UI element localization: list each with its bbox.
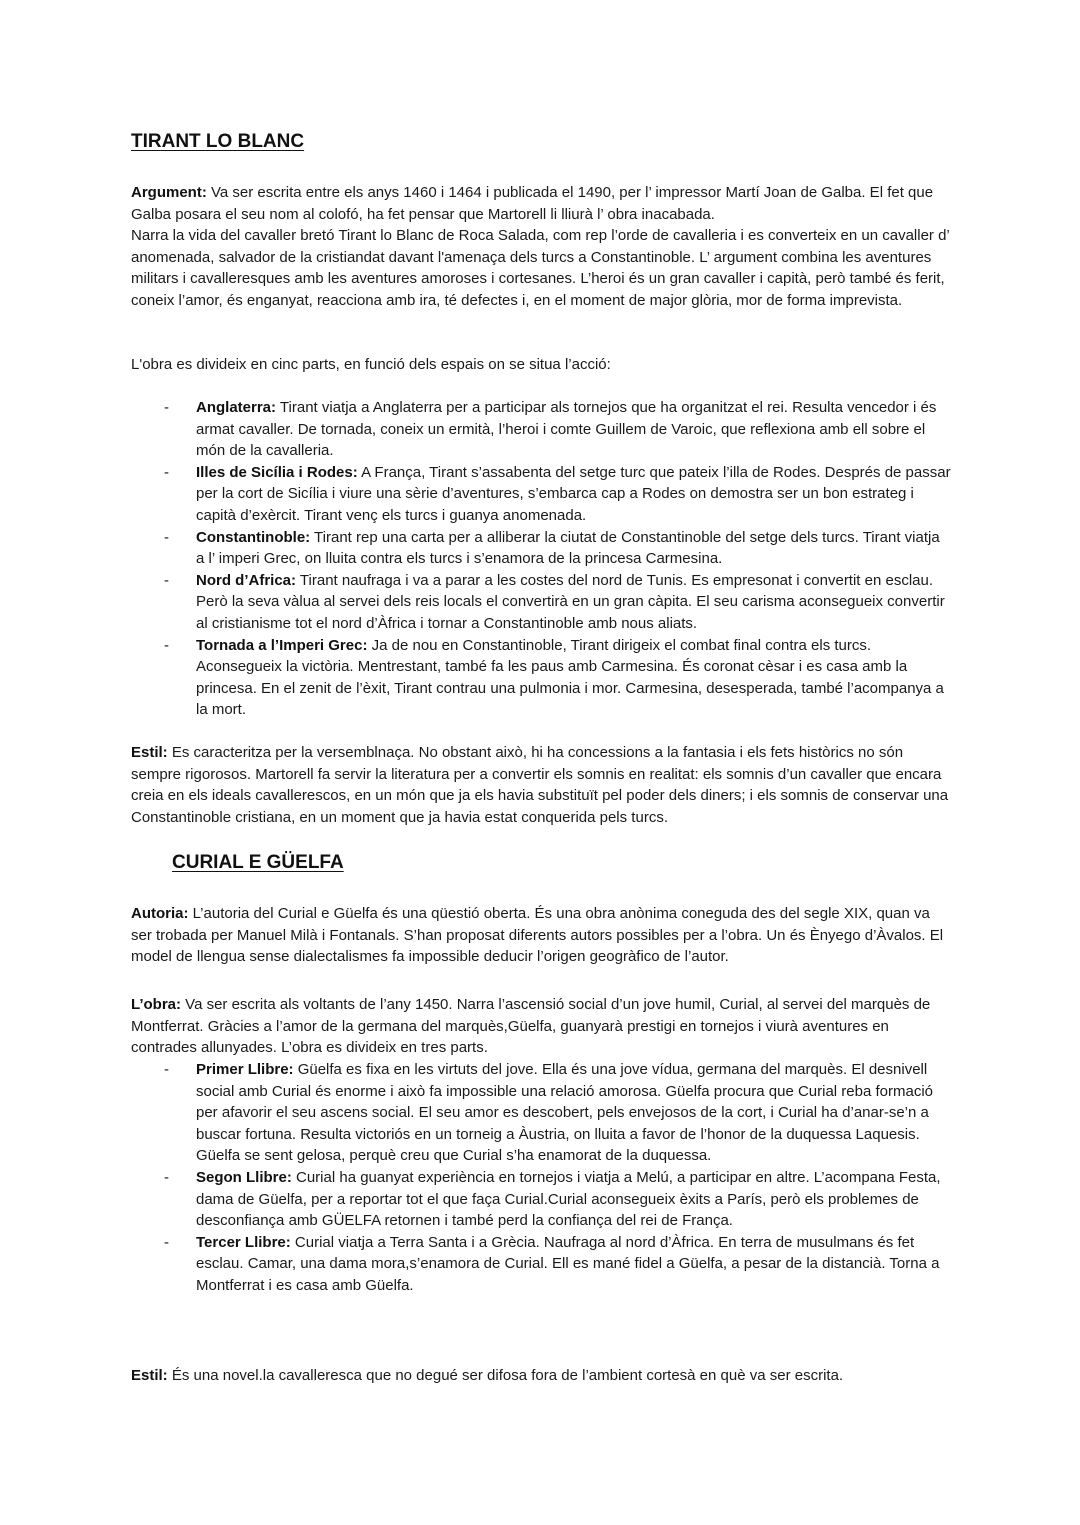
book-text: Curial ha guanyat experiència en tornejos i viatja a Melú, a participar en altre. L’acompana Festa, dama de Güelfa, per a reportar tot el que faça Curial.Curial aconsegueix èxits a París, però els problemes de desconfiança amb GÜELFA retornen i també perd la confiança del rei de França.: [196, 1168, 941, 1230]
part-text: Tirant naufraga i va a parar a les costes del nord de Tunis. Es empresonat i convertit en esclau. Però la seva vàlua al servei dels reis locals el convertirà en un gran càpita. El seu carisma aconsegueix convertir al cristianisme tot el nord d’Àfrica i tornar a Constantinoble amb nous aliats.: [196, 571, 945, 632]
estil-label: Estil:: [131, 1367, 168, 1384]
dash-marker: -: [164, 636, 169, 654]
estil-text: És una novel.la cavalleresca que no degué ser difosa fora de l’ambient cortesà en què va ser escrita.: [167, 1367, 844, 1384]
argument-label: Argument:: [131, 184, 207, 201]
tirant-argument: [131, 182, 951, 312]
tirant-title: TIRANT LO BLANC: [131, 131, 305, 152]
part-label: Constantinoble:: [196, 528, 311, 546]
part-label: Illes de Sicília i Rodes:: [196, 463, 358, 481]
dash-marker: -: [164, 571, 169, 589]
curial-estil: [131, 1365, 951, 1387]
dash-marker: -: [164, 1233, 169, 1251]
autoria-label: Autoria:: [131, 905, 189, 922]
book-text: Güelfa es fixa en les virtuts del jove. Ella és una jove vídua, germana del marquès. El desnivell social amb Curial és enorme i això fa impossible una relació amorosa. Güelfa procura que Curial reba formació per afavorir el seu ascens social. El seu amor es descobert, pels envejosos de la cort, i Curial ha d’anar-se’n a buscar fortuna. Resulta victoriós en un torneig a Àustria, on lluita a favor de l’honor de la duquessa Laquesis. Güelfa se sent gelosa, perquè creu que Curial s’ha enamorat de la duquessa.: [196, 1061, 934, 1165]
list-item: [131, 1059, 951, 1167]
part-text: A França, Tirant s’assabenta del setge turc que pateix l’illa de Rodes. Després de passar per la cort de Sicília i viure una sèrie d’aventures, s’embarca cap a Rodes on demostra ser un bon estrateg i capità d’exèrcit. Tirant venç els turcs i guanya anomenada.: [196, 463, 951, 524]
part-label: Anglaterra:: [196, 399, 277, 416]
part-label: Tornada a l’Imperi Grec:: [196, 636, 368, 654]
curial-title: CURIAL E GÜELFA: [172, 852, 344, 873]
dash-marker: -: [164, 463, 169, 481]
list-item: [131, 635, 951, 721]
book-label: Tercer Llibre:: [196, 1233, 291, 1251]
dash-marker: -: [164, 528, 169, 546]
argument-text: Va ser escrita entre els anys 1460 i 1464 i publicada el 1490, per l’ impressor Martí Joan de Galba. El fet que Galba posara el seu nom al colofó, ha fet pensar que Martorell li lliurà l’ obra inacabada.: [131, 184, 934, 223]
list-item: [131, 462, 951, 527]
curial-autoria: [131, 903, 951, 968]
book-label: Primer Llibre:: [196, 1061, 294, 1078]
obra-text: Va ser escrita als voltants de l’any 1450. Narra l’ascensió social d’un jove humil, Curial, al servei del marquès de Montferrat. Gràcies a l’amor de la germana del marquès,Güelfa, guanyarà prestigi en tornejos i viurà aventures en contrades allunyades. L’obra es divideix en tres parts.: [131, 996, 931, 1057]
tirant-estil: [131, 742, 951, 828]
argument-text-2: Narra la vida del cavaller bretó Tirant lo Blanc de Roca Salada, com rep l’orde de cavalleria i es converteix en un cavaller d’ anomenada, salvador de la cristiandat davant l'amenaça dels turcs a Constantinoble. L’ argument combina les aventures militars i cavalleresques amb les aventures amoroses i cortesanes. L’heroi és un gran cavaller i capità, però també és ferit, coneix l’amor, és enganyat, reacciona amb ira, té defectes i, en el moment de major glòria, mor de forma imprevista.: [131, 227, 950, 309]
curial-obra: [131, 994, 951, 1059]
parts-intro: L'obra es divideix en cinc parts, en funció dels espais on se situa l’acció:: [131, 356, 611, 373]
part-text: Tirant viatja a Anglaterra per a participar als tornejos que ha organitzat el rei. Resulta vencedor i és armat cavaller. De tornada, coneix un ermità, l’heroi i comte Guillem de Varoic, que reflexiona amb ell sobre el món de la cavalleria.: [196, 399, 937, 460]
list-item: [131, 397, 951, 462]
list-item: [131, 1167, 951, 1232]
dash-marker: -: [164, 399, 169, 416]
list-item: [131, 570, 951, 635]
dash-marker: -: [164, 1168, 169, 1186]
book-text: Curial viatja a Terra Santa i a Grècia. Naufraga al nord d’Àfrica. En terra de musulmans és fet esclau. Camar, una dama mora,s’enamora de Curial. Ell es mané fidel a Güelfa, a pesar de la distancià. Torna a Montferrat i es casa amb Güelfa.: [196, 1233, 940, 1294]
list-item: [131, 1232, 951, 1297]
book-label: Segon Llibre:: [196, 1168, 292, 1186]
part-label: Nord d’Africa:: [196, 571, 297, 589]
autoria-text: L’autoria del Curial e Güelfa és una qüestió oberta. És una obra anònima coneguda des del segle XIX, quan va ser trobada per Manuel Milà i Fontanals. S’han proposat diferents autors possibles per a l’obra. Un és Ènyego d’Àvalos. El model de llengua sense dialectalismes fa impossible deducir l’origen geogràfico de l’autor.: [131, 905, 944, 966]
estil-text: Es caracteritza per la versemblnaça. No obstant això, hi ha concessions a la fantasia i els fets històrics no són sempre rigorosos. Martorell fa servir la literatura per a convertir els somnis en realitat: els somnis d’un cavaller que encara creia en els ideals cavallerescos, en un món que ja els havia substituït pel poder dels diners; i els somnis de conservar una Constantinoble cristiana, en un moment que ja havia estat conquerida pels turcs.: [131, 744, 949, 826]
curial-books-list: [131, 1059, 951, 1297]
estil-label: Estil:: [131, 744, 168, 761]
part-text: Ja de nou en Constantinoble, Tirant dirigeix el combat final contra els turcs. Aconsegueix la victòria. Mentrestant, també fa les paus amb Carmesina. És coronat cèsar i es casa amb la princesa. En el zenit de l’èxit, Tirant contrau una pulmonia i mor. Carmesina, desesperada, també l’acompanya a la mort.: [196, 636, 944, 719]
obra-label: L’obra:: [131, 996, 182, 1013]
part-text: Tirant rep una carta per a alliberar la ciutat de Constantinoble del setge dels turcs. Tirant viatja a l’ imperi Grec, on lluita contra els turcs i s’enamora de la princesa Carmesina.: [196, 528, 940, 568]
tirant-parts-list: [131, 397, 951, 721]
list-item: [131, 527, 951, 570]
dash-marker: -: [164, 1061, 169, 1078]
